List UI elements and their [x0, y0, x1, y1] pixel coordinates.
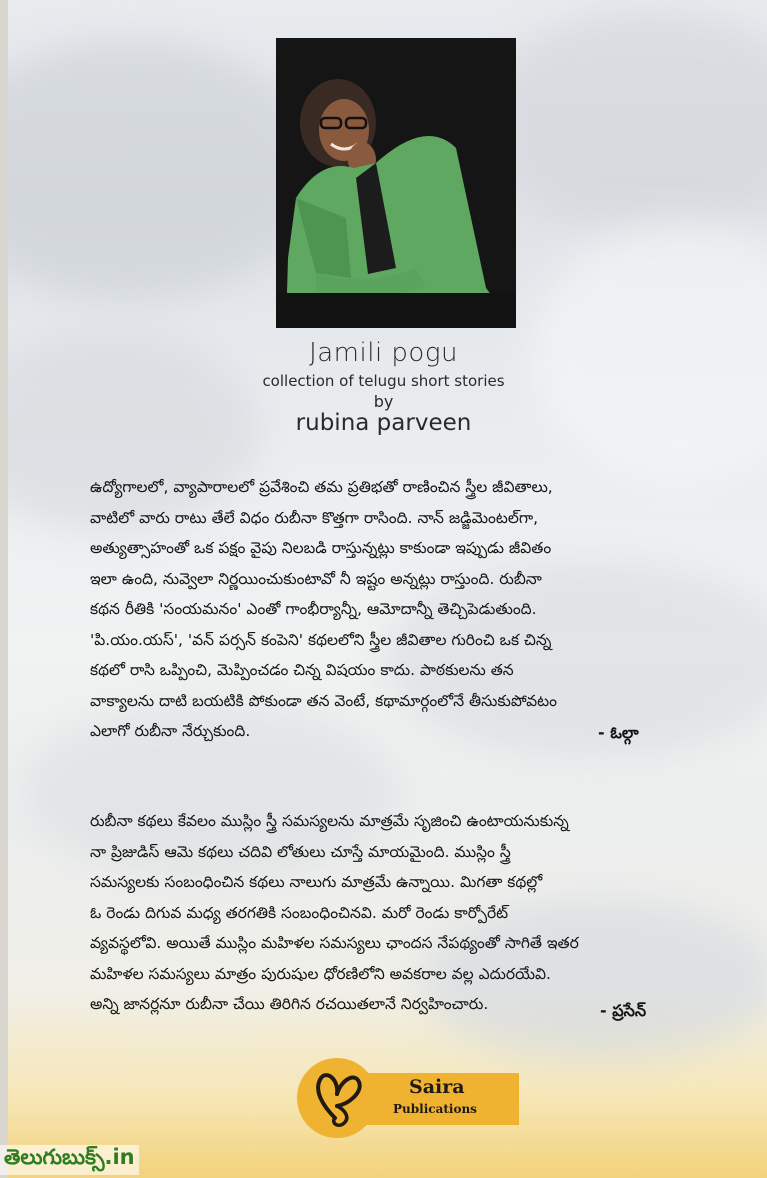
review-line: వాటిలో వారు రాటు తేలే విధం రుబీనా కొత్తగా రాసింది. నాన్ జడ్జిమెంటల్‌గా, [90, 508, 539, 527]
review-signature-1: - ఓల్గా [598, 723, 639, 742]
review-paragraph-1 [90, 472, 680, 747]
review-line: సమస్యలకు సంబంధించిన కథలు నాలుగు మాత్రమే ఉన్నాయి. మిగతా కథల్లో [90, 873, 543, 891]
review-line: 'పి.యం.యస్', 'వన్ పర్సన్ కంపెని' కథలలోని స్త్రీల జీవితాల గురించి ఒక చిన్న [90, 630, 552, 649]
publisher-logo [297, 1058, 521, 1140]
review-line: ఓ రెండు దిగువ మధ్య తరగతికి సంబంధించినవి. మరో రెండు కార్పోరేట్ [90, 903, 509, 922]
review-line: మహిళల సమస్యలు మాత్రం పురుషుల ధోరణిలోని అవకరాల వల్ల ఎదురయేవి. [90, 964, 551, 983]
review-line: అన్ని జానర్లనూ రుబీనా చేయి తిరిగిన రచయితలానే నిర్వహించారు. [90, 995, 489, 1013]
review-paragraph-2 [90, 806, 680, 1020]
cloud-decoration [0, 40, 320, 300]
review-line: రుబీనా కథలు కేవలం ముస్లిం స్త్రీ సమస్యలను మాత్రమే సృజించి ఉంటాయనుకున్న [90, 812, 569, 830]
author-photo [276, 38, 516, 328]
review-line: ఎలాగో రుబీనా నేర్చుకుంది. [90, 722, 251, 740]
butterfly-icon [305, 1066, 369, 1130]
cloud-decoration [480, 10, 767, 230]
review-line: నా ప్రిజుడిస్ ఆమె కథలు చదివి లోతులు చూస్తే మాయమైంది. ముస్లిం స్త్రీ [90, 842, 511, 861]
review-line: కథన రీతికి 'సంయమనం' ఎంతో గాంభీర్యాన్నీ, ఆమోదాన్నీ తెచ్చిపెడుతుంది. [90, 600, 537, 618]
review-line: వ్యవస్థలోవి. అయితే ముస్లిం మహిళల సమస్యలు ఛాందస నేపథ్యంతో సాగితే ఇతర [90, 934, 579, 952]
book-subtitle: collection of telugu short stories [262, 372, 505, 390]
review-line: ఇలా ఉంది, నువ్వెలా నిర్ణయించుకుంటావో నీ ఇష్టం అన్నట్లు రాస్తుంది. రుబీనా [90, 569, 542, 588]
author-portrait-image [276, 38, 516, 328]
review-line: వాక్యాలను దాటి బయటికి పోకుండా తన వెంటే, కథామార్గంలోనే తీసుకుపోవటం [90, 691, 557, 710]
by-label: by [373, 392, 394, 411]
author-name: rubina parveen [295, 410, 472, 436]
publisher-subtitle: Publications [393, 1102, 477, 1116]
review-line: ఉద్యోగాలలో, వ్యాపారాలలో ప్రవేశించి తమ ప్రతిభతో రాణించిన స్త్రీల జీవితాలు, [90, 478, 553, 496]
page-edge [0, 0, 8, 1178]
review-line: కథలో రాసి ఒప్పించి, మెప్పించడం చిన్న విషయం కాదు. పాఠకులను తన [90, 661, 514, 679]
review-line: అత్యుత్సాహంతో ఒక పక్షం వైపు నిలబడి రాస్తున్నట్లు కాకుండా ఇప్పుడు జీవితం [90, 539, 552, 557]
site-watermark: తెలుగుబుక్స్.in [0, 1145, 139, 1175]
publisher-name: Saira [409, 1076, 465, 1098]
review-signature-2: - ప్రసేన్ [600, 1001, 647, 1020]
book-title: Jamili pogu [309, 338, 458, 368]
